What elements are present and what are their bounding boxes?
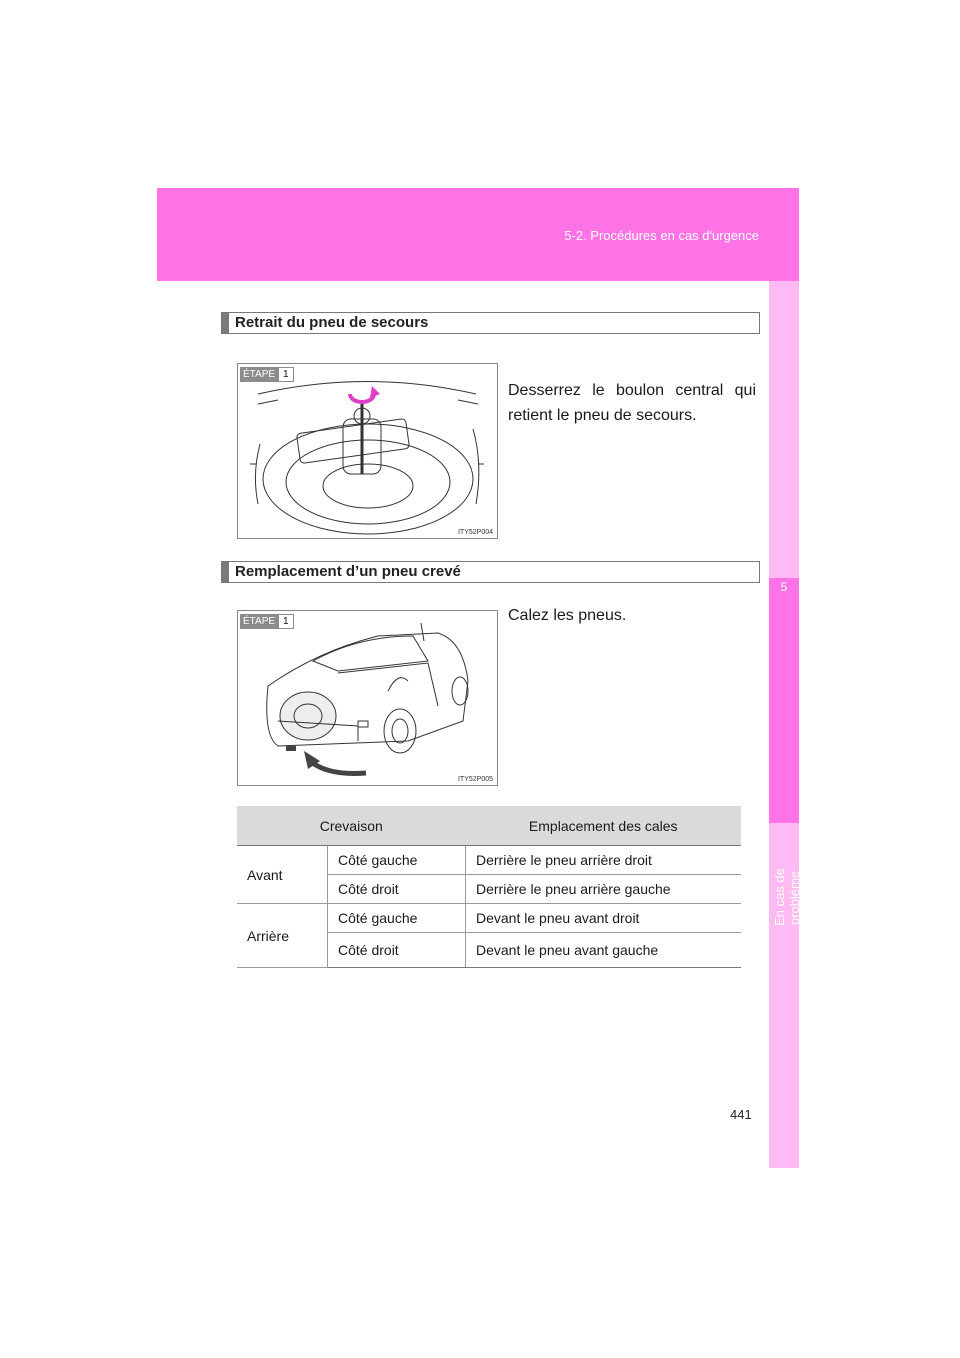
figure-spare-tire [237, 363, 498, 539]
table-row [237, 846, 741, 875]
table-cell-location: Devant le pneu avant droit [466, 904, 742, 933]
chapter-label: En cas de problème [772, 868, 802, 927]
header-band [157, 188, 799, 281]
header-section-title: 5-2. Procédures en cas d'urgence [564, 228, 759, 243]
table-cell-location: Devant le pneu avant gauche [466, 933, 742, 968]
table-cell-side: Côté droit [328, 933, 466, 968]
rotation-arrow-icon [350, 386, 380, 402]
figure-code: ITY52P004 [457, 529, 493, 536]
table-cell-location: Derrière le pneu arrière droit [466, 846, 742, 875]
step-badge [240, 367, 294, 382]
table-cell-group: Arrière [237, 904, 328, 968]
table-cell-side: Côté gauche [328, 904, 466, 933]
table-header-row [237, 806, 741, 846]
section-title-bar [222, 562, 229, 582]
table-cell-group: Avant [237, 846, 328, 904]
step-label: ÉTAPE [240, 367, 278, 382]
step-number: 1 [278, 614, 294, 629]
section-title-text: Retrait du pneu de secours [235, 314, 429, 331]
step-number: 1 [278, 367, 294, 382]
section-title-spare-removal [221, 312, 760, 334]
table-cell-side: Côté droit [328, 875, 466, 904]
table-header-emplacement: Emplacement des cales [466, 806, 742, 846]
section-title-flat-tire [221, 561, 760, 583]
chapter-marker [769, 578, 799, 823]
car-illustration [238, 611, 497, 785]
table-row [237, 904, 741, 933]
table-cell-location: Derrière le pneu arrière gauche [466, 875, 742, 904]
table-header-crevaison: Crevaison [237, 806, 466, 846]
spare-tire-illustration [238, 364, 497, 538]
step-badge [240, 614, 294, 629]
chock-location-table [237, 806, 741, 968]
step-description: Desserrez le boulon central qui retient le pneu de secours. [508, 382, 756, 424]
figure-code: ITY52P005 [457, 776, 493, 783]
section-title-bar [222, 313, 229, 333]
page-number: 441 [730, 1107, 752, 1122]
step-description: Calez les pneus. [508, 607, 627, 624]
table-cell-side: Côté gauche [328, 846, 466, 875]
section-title-text: Remplacement d’un pneu crevé [235, 563, 461, 580]
figure-car-chocks [237, 610, 498, 786]
chapter-number: 5 [780, 580, 788, 594]
chock-arrow-icon [304, 751, 366, 774]
step-label: ÉTAPE [240, 614, 278, 629]
